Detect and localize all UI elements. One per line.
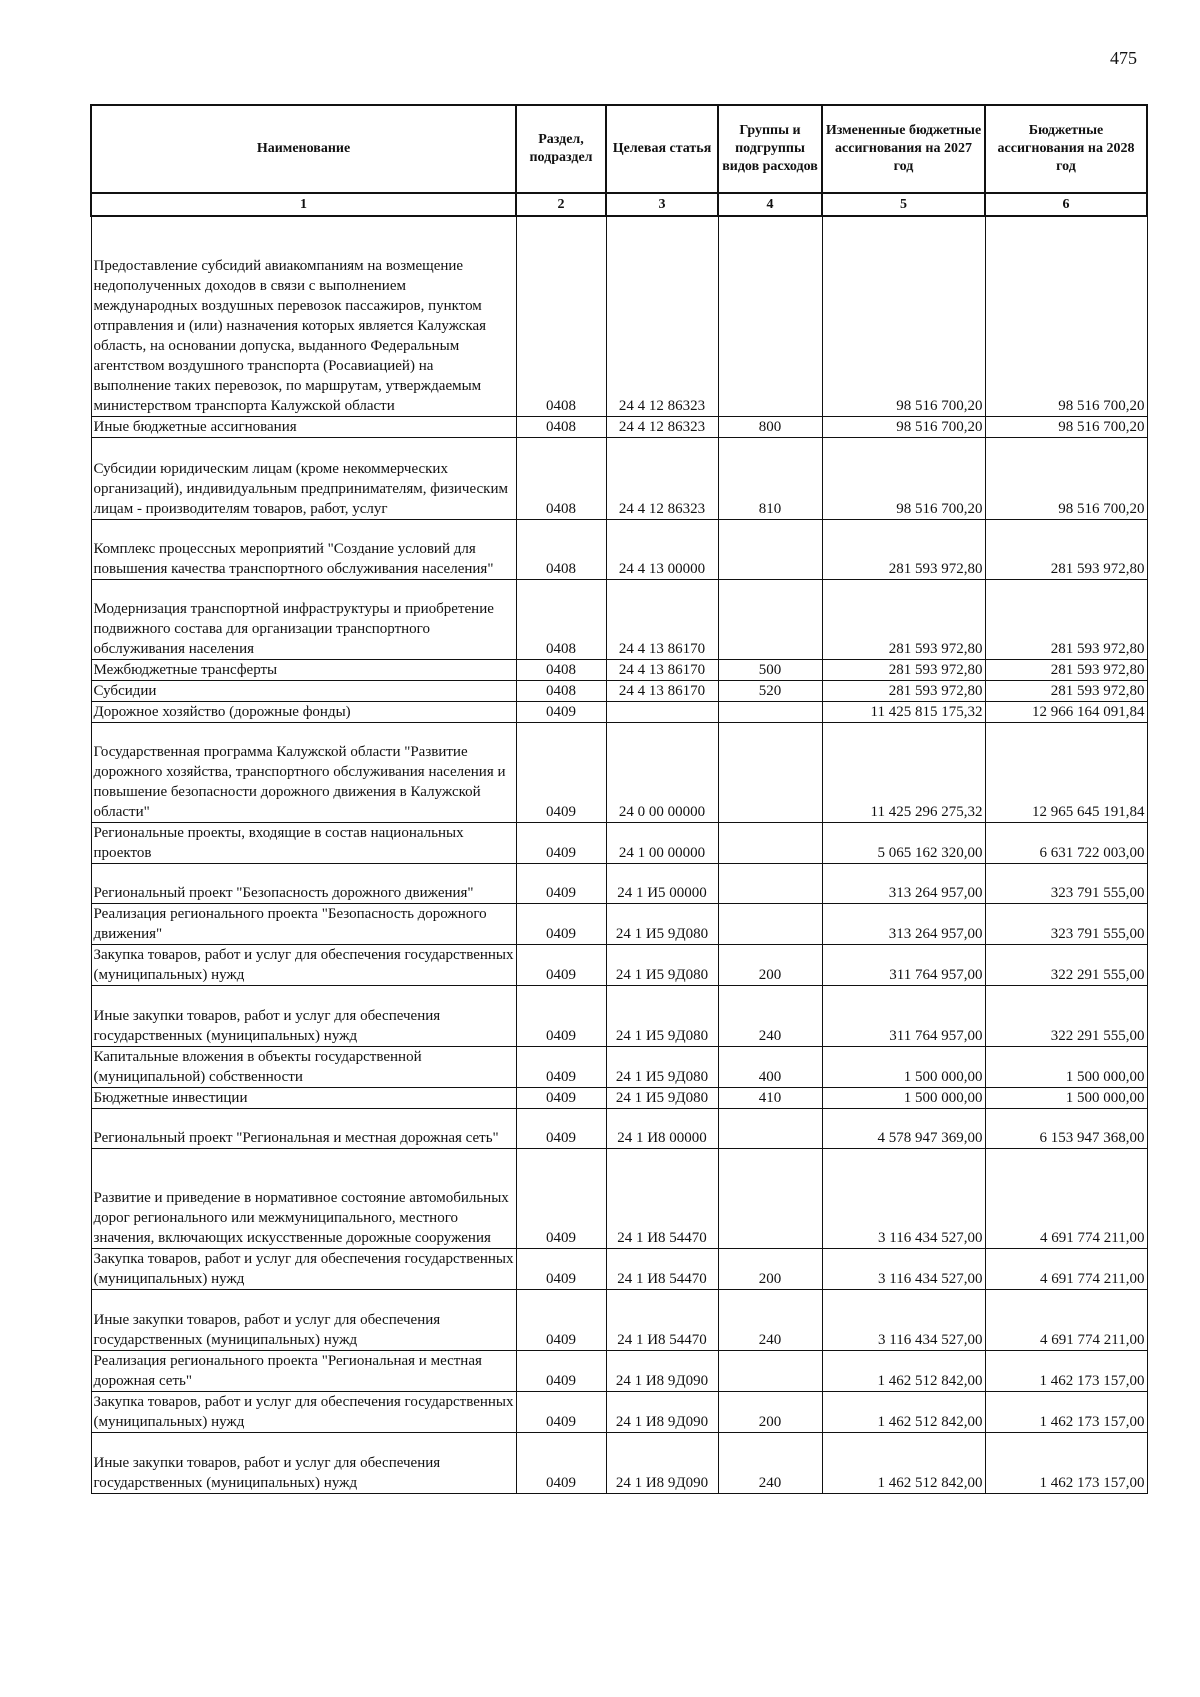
- table-row: [91, 1087, 1147, 1108]
- column-number: 3: [606, 193, 718, 216]
- row-article: 24 1 И8 00000: [606, 1108, 718, 1148]
- column-number-row: [91, 193, 1147, 216]
- row-amount-2028: 1 500 000,00: [985, 1046, 1147, 1087]
- row-amount-2027: 3 116 434 527,00: [822, 1148, 985, 1248]
- row-section: 0409: [516, 722, 606, 822]
- row-article: 24 1 И8 9Д090: [606, 1391, 718, 1432]
- row-amount-2027: 313 264 957,00: [822, 903, 985, 944]
- row-group: 200: [718, 944, 822, 985]
- row-article: 24 1 И5 00000: [606, 863, 718, 903]
- row-group: [718, 579, 822, 659]
- row-amount-2027: 1 500 000,00: [822, 1046, 985, 1087]
- row-amount-2027: 3 116 434 527,00: [822, 1248, 985, 1289]
- row-group: 410: [718, 1087, 822, 1108]
- row-section: 0409: [516, 1432, 606, 1493]
- header-group: Группы и подгруппы видов расходов: [718, 105, 822, 193]
- row-group: 500: [718, 659, 822, 680]
- row-amount-2028: 6 153 947 368,00: [985, 1108, 1147, 1148]
- row-amount-2028: 12 966 164 091,84: [985, 701, 1147, 722]
- row-group: 520: [718, 680, 822, 701]
- row-article: 24 4 12 86323: [606, 437, 718, 519]
- row-group: [718, 863, 822, 903]
- table-row: [91, 659, 1147, 680]
- row-section: 0408: [516, 519, 606, 579]
- row-amount-2028: 323 791 555,00: [985, 903, 1147, 944]
- row-section: 0408: [516, 680, 606, 701]
- row-name: Региональный проект "Региональная и местная дорожная сеть": [91, 1108, 516, 1148]
- row-name: Закупка товаров, работ и услуг для обеспечения государственных (муниципальных) нужд: [91, 1248, 516, 1289]
- row-group: [718, 722, 822, 822]
- table-row: [91, 579, 1147, 659]
- column-number: 6: [985, 193, 1147, 216]
- row-amount-2027: 281 593 972,80: [822, 519, 985, 579]
- row-section: 0408: [516, 659, 606, 680]
- row-amount-2028: 98 516 700,20: [985, 416, 1147, 437]
- page-number: 475: [1110, 48, 1137, 68]
- row-amount-2027: 311 764 957,00: [822, 944, 985, 985]
- row-section: 0409: [516, 1248, 606, 1289]
- row-name: Закупка товаров, работ и услуг для обеспечения государственных (муниципальных) нужд: [91, 1391, 516, 1432]
- row-section: 0409: [516, 701, 606, 722]
- row-amount-2028: 4 691 774 211,00: [985, 1248, 1147, 1289]
- row-section: 0409: [516, 903, 606, 944]
- row-amount-2027: 5 065 162 320,00: [822, 822, 985, 863]
- row-group: 200: [718, 1391, 822, 1432]
- row-amount-2027: 281 593 972,80: [822, 579, 985, 659]
- row-article: 24 1 И5 9Д080: [606, 1087, 718, 1108]
- row-section: 0409: [516, 863, 606, 903]
- row-amount-2027: 311 764 957,00: [822, 985, 985, 1046]
- row-amount-2027: 1 462 512 842,00: [822, 1350, 985, 1391]
- row-amount-2028: 98 516 700,20: [985, 437, 1147, 519]
- header-2027: Измененные бюджетные ассигнования на 2027 год: [822, 105, 985, 193]
- table-row: [91, 701, 1147, 722]
- row-name: Государственная программа Калужской области "Развитие дорожного хозяйства, транспортного обслуживания населения и повышение безопасности дорожного движения в Калужской области": [91, 722, 516, 822]
- row-section: 0408: [516, 416, 606, 437]
- row-group: [718, 1350, 822, 1391]
- row-section: 0409: [516, 1391, 606, 1432]
- row-article: 24 1 И8 54470: [606, 1289, 718, 1350]
- row-group: 240: [718, 1432, 822, 1493]
- table-row: [91, 1432, 1147, 1493]
- row-article: 24 4 13 00000: [606, 519, 718, 579]
- row-group: [718, 216, 822, 416]
- row-article: 24 1 И8 9Д090: [606, 1350, 718, 1391]
- row-name: Реализация регионального проекта "Региональная и местная дорожная сеть": [91, 1350, 516, 1391]
- row-amount-2027: 281 593 972,80: [822, 659, 985, 680]
- row-amount-2027: 1 462 512 842,00: [822, 1432, 985, 1493]
- table-row: [91, 216, 1147, 416]
- row-article: 24 1 И5 9Д080: [606, 985, 718, 1046]
- row-amount-2027: 281 593 972,80: [822, 680, 985, 701]
- row-amount-2027: 11 425 296 275,32: [822, 722, 985, 822]
- row-name: Капитальные вложения в объекты государственной (муниципальной) собственности: [91, 1046, 516, 1087]
- row-amount-2027: 3 116 434 527,00: [822, 1289, 985, 1350]
- table-row: [91, 1108, 1147, 1148]
- row-name: Межбюджетные трансферты: [91, 659, 516, 680]
- row-group: [718, 519, 822, 579]
- row-group: 240: [718, 1289, 822, 1350]
- row-group: 810: [718, 437, 822, 519]
- column-number: 4: [718, 193, 822, 216]
- row-name: Дорожное хозяйство (дорожные фонды): [91, 701, 516, 722]
- row-section: 0409: [516, 1289, 606, 1350]
- row-amount-2028: 1 462 173 157,00: [985, 1432, 1147, 1493]
- header-row: [91, 105, 1147, 193]
- row-amount-2028: 1 462 173 157,00: [985, 1391, 1147, 1432]
- row-amount-2027: 98 516 700,20: [822, 416, 985, 437]
- row-amount-2028: 281 593 972,80: [985, 519, 1147, 579]
- column-number: 2: [516, 193, 606, 216]
- header-2028: Бюджетные ассигнования на 2028 год: [985, 105, 1147, 193]
- table-row: [91, 1350, 1147, 1391]
- row-article: 24 4 13 86170: [606, 659, 718, 680]
- row-amount-2027: 313 264 957,00: [822, 863, 985, 903]
- row-amount-2028: 322 291 555,00: [985, 985, 1147, 1046]
- row-amount-2028: 6 631 722 003,00: [985, 822, 1147, 863]
- row-section: 0409: [516, 944, 606, 985]
- table-row: [91, 985, 1147, 1046]
- row-section: 0409: [516, 1350, 606, 1391]
- row-name: Иные закупки товаров, работ и услуг для обеспечения государственных (муниципальных) нужд: [91, 985, 516, 1046]
- row-section: 0409: [516, 1108, 606, 1148]
- table-row: [91, 863, 1147, 903]
- row-amount-2028: 4 691 774 211,00: [985, 1148, 1147, 1248]
- table-row: [91, 1289, 1147, 1350]
- row-article: 24 1 И5 9Д080: [606, 944, 718, 985]
- row-article: 24 4 12 86323: [606, 216, 718, 416]
- row-group: [718, 1148, 822, 1248]
- row-section: 0409: [516, 822, 606, 863]
- row-amount-2027: 4 578 947 369,00: [822, 1108, 985, 1148]
- row-article: 24 4 13 86170: [606, 680, 718, 701]
- row-name: Иные закупки товаров, работ и услуг для обеспечения государственных (муниципальных) нужд: [91, 1289, 516, 1350]
- row-article: 24 1 00 00000: [606, 822, 718, 863]
- row-section: 0408: [516, 437, 606, 519]
- row-article: 24 0 00 00000: [606, 722, 718, 822]
- row-article: 24 4 13 86170: [606, 579, 718, 659]
- header-article: Целевая статья: [606, 105, 718, 193]
- row-amount-2028: 281 593 972,80: [985, 579, 1147, 659]
- row-group: 200: [718, 1248, 822, 1289]
- row-group: [718, 701, 822, 722]
- row-name: Субсидии юридическим лицам (кроме некоммерческих организаций), индивидуальным предпринимателям, физическим лицам - производителям товаров, работ, услуг: [91, 437, 516, 519]
- row-amount-2028: 12 965 645 191,84: [985, 722, 1147, 822]
- row-amount-2028: 1 500 000,00: [985, 1087, 1147, 1108]
- table-row: [91, 680, 1147, 701]
- row-amount-2027: 1 500 000,00: [822, 1087, 985, 1108]
- row-amount-2028: 1 462 173 157,00: [985, 1350, 1147, 1391]
- row-group: [718, 903, 822, 944]
- row-name: Закупка товаров, работ и услуг для обеспечения государственных (муниципальных) нужд: [91, 944, 516, 985]
- row-section: 0408: [516, 216, 606, 416]
- row-group: 240: [718, 985, 822, 1046]
- row-amount-2028: 98 516 700,20: [985, 216, 1147, 416]
- table-row: [91, 944, 1147, 985]
- row-section: 0409: [516, 985, 606, 1046]
- row-name: Комплекс процессных мероприятий "Создание условий для повышения качества транспортного обслуживания населения": [91, 519, 516, 579]
- row-name: Иные бюджетные ассигнования: [91, 416, 516, 437]
- row-amount-2028: 281 593 972,80: [985, 680, 1147, 701]
- row-group: 400: [718, 1046, 822, 1087]
- row-name: Развитие и приведение в нормативное состояние автомобильных дорог регионального или межмуниципального, местного значения, включающих искусственные дорожные сооружения: [91, 1148, 516, 1248]
- table-row: [91, 1148, 1147, 1248]
- table-row: [91, 1248, 1147, 1289]
- row-amount-2027: 98 516 700,20: [822, 216, 985, 416]
- table-row: [91, 1391, 1147, 1432]
- row-article: [606, 701, 718, 722]
- row-amount-2028: 281 593 972,80: [985, 659, 1147, 680]
- row-article: 24 1 И8 54470: [606, 1248, 718, 1289]
- table-row: [91, 903, 1147, 944]
- row-group: [718, 1108, 822, 1148]
- row-name: Субсидии: [91, 680, 516, 701]
- header-section: Раздел, подраздел: [516, 105, 606, 193]
- table-row: [91, 822, 1147, 863]
- row-group: [718, 822, 822, 863]
- row-article: 24 1 И5 9Д080: [606, 903, 718, 944]
- row-amount-2028: 322 291 555,00: [985, 944, 1147, 985]
- header-name: Наименование: [91, 105, 516, 193]
- row-section: 0408: [516, 579, 606, 659]
- row-name: Бюджетные инвестиции: [91, 1087, 516, 1108]
- row-name: Региональные проекты, входящие в состав национальных проектов: [91, 822, 516, 863]
- table-row: [91, 1046, 1147, 1087]
- column-number: 5: [822, 193, 985, 216]
- row-amount-2028: 323 791 555,00: [985, 863, 1147, 903]
- row-section: 0409: [516, 1148, 606, 1248]
- budget-table: [90, 104, 1148, 1494]
- table-row: [91, 437, 1147, 519]
- table-row: [91, 722, 1147, 822]
- row-name: Иные закупки товаров, работ и услуг для обеспечения государственных (муниципальных) нужд: [91, 1432, 516, 1493]
- row-name: Предоставление субсидий авиакомпаниям на возмещение недополученных доходов в связи с выполнением международных воздушных перевозок пассажиров, пунктом отправления и (или) назначения которых является Калужская область, на основании допуска, выданного Федеральным агентством воздушного транспорта (Росавиацией) на выполнение таких перевозок, по маршрутам, утверждаемым министерством транспорта Калужской области: [91, 216, 516, 416]
- row-article: 24 1 И8 54470: [606, 1148, 718, 1248]
- row-amount-2027: 1 462 512 842,00: [822, 1391, 985, 1432]
- table-row: [91, 416, 1147, 437]
- row-section: 0409: [516, 1046, 606, 1087]
- row-article: 24 1 И5 9Д080: [606, 1046, 718, 1087]
- row-name: Модернизация транспортной инфраструктуры и приобретение подвижного состава для организации транспортного обслуживания населения: [91, 579, 516, 659]
- row-amount-2027: 98 516 700,20: [822, 437, 985, 519]
- row-group: 800: [718, 416, 822, 437]
- row-name: Региональный проект "Безопасность дорожного движения": [91, 863, 516, 903]
- column-number: 1: [91, 193, 516, 216]
- row-name: Реализация регионального проекта "Безопасность дорожного движения": [91, 903, 516, 944]
- row-amount-2028: 4 691 774 211,00: [985, 1289, 1147, 1350]
- row-section: 0409: [516, 1087, 606, 1108]
- row-amount-2027: 11 425 815 175,32: [822, 701, 985, 722]
- row-article: 24 1 И8 9Д090: [606, 1432, 718, 1493]
- table-row: [91, 519, 1147, 579]
- row-article: 24 4 12 86323: [606, 416, 718, 437]
